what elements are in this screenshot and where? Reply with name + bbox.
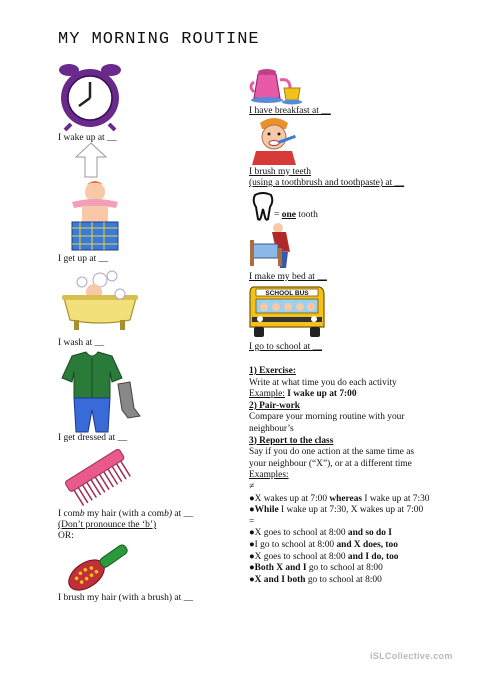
hairbrush-icon [62, 540, 134, 594]
alarm-clock-icon [55, 62, 125, 132]
get-up-label: I get up at __ [58, 254, 109, 264]
make-bed-label: I make my bed at __ [249, 272, 327, 282]
stretching-girl-icon [62, 178, 128, 252]
school-label: I go to school at __ [249, 342, 323, 352]
brushing-teeth-icon [250, 117, 300, 165]
eq-symbol: = [249, 516, 255, 527]
teapot-icon [250, 60, 306, 104]
wake-up-label: I wake up at __ [58, 133, 117, 143]
sentence-3: ●X goes to school at 8:00 and so do I [249, 528, 392, 539]
comb-icon [60, 446, 134, 506]
or-label: OR: [58, 531, 74, 541]
comb-hair-label: I comb my hair (with a comb) at __ [58, 509, 194, 519]
making-bed-icon [250, 222, 300, 270]
page-title: MY MORNING ROUTINE [58, 30, 260, 49]
tooth-icon [252, 191, 274, 221]
sentence-6: ●Both X and I go to school at 8:00 [249, 563, 383, 574]
sentence-1: ●X wakes up at 7:00 whereas I wake up at 7:30 [249, 493, 430, 504]
tooth-label: = one tooth [274, 210, 318, 220]
school-bus-icon [248, 283, 326, 341]
exercise-2-text-1: Compare your morning routine with your [249, 412, 405, 423]
example-line: Example: I wake up at 7:00 [249, 389, 357, 400]
sentence-7: ●X and I both go to school at 8:00 [249, 574, 382, 585]
bathtub-icon [60, 268, 140, 334]
sentence-2: ●While I wake up at 7:30, X wakes up at 7:00 [249, 505, 424, 516]
examples-label: Examples: [249, 470, 289, 481]
exercise-3-text-2: your neighbour (“X”), or at a different time [249, 458, 412, 469]
exercise-3-text-1: Say if you do one action at the same time as [249, 447, 415, 458]
sentence-4: ●I go to school at 8:00 and X does, too [249, 539, 398, 550]
exercise-block [249, 366, 429, 586]
exercise-1-title: 1) Exercise: [249, 366, 296, 376]
exercise-1-text: Write at what time you do each activity [249, 377, 397, 388]
wash-label: I wash at __ [58, 338, 105, 348]
exercise-3-title: 3) Report to the class [249, 435, 334, 446]
pronounce-note: (Don’t pronounce the ‘b’) [58, 520, 157, 530]
up-arrow-icon [76, 143, 106, 177]
watermark: iSLCollective.com [370, 651, 453, 661]
bus-sign: SCHOOL BUS [265, 290, 309, 297]
brush-teeth-label-1: I brush my teeth [249, 167, 312, 177]
clothes-icon [58, 352, 142, 432]
sentence-5: ●X goes to school at 8:00 and I do, too [249, 551, 399, 562]
breakfast-label: I have breakfast at __ [249, 106, 331, 116]
brush-hair-label: I brush my hair (with a brush) at __ [58, 593, 194, 603]
exercise-2-text-2: neighbour’s [249, 423, 294, 434]
get-dressed-label: I get dressed at __ [58, 433, 128, 443]
neq-symbol: ≠ [249, 481, 255, 492]
brush-teeth-label-2: (using a toothbrush and toothpaste) at __ [249, 178, 405, 188]
exercise-2-title: 2) Pair-work [249, 400, 300, 411]
